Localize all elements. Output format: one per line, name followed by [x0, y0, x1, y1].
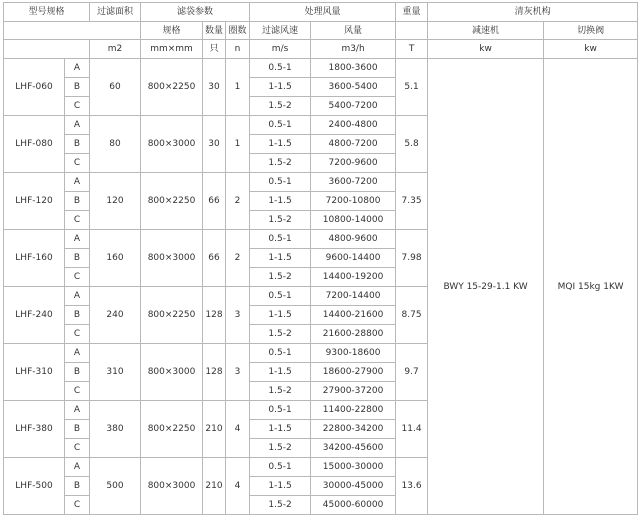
- air-flow: 7200-9600: [311, 154, 396, 173]
- air-flow: 2400-4800: [311, 116, 396, 135]
- bag-circles: 3: [226, 344, 250, 401]
- model-variant: B: [65, 420, 90, 439]
- air-speed: 1-1.5: [250, 249, 311, 268]
- unit-weight: T: [396, 40, 428, 59]
- weight: 9.7: [396, 344, 428, 401]
- filter-area: 60: [90, 59, 141, 116]
- model-name: LHF-120: [4, 173, 65, 230]
- air-speed: 1.5-2: [250, 382, 311, 401]
- model-name: LHF-380: [4, 401, 65, 458]
- bag-qty: 210: [203, 458, 226, 515]
- bag-circles: 3: [226, 287, 250, 344]
- air-flow: 4800-9600: [311, 230, 396, 249]
- header-row-units: [4, 40, 638, 59]
- weight: 5.8: [396, 116, 428, 173]
- filter-area: 240: [90, 287, 141, 344]
- valve-value: MQI 15kg 1KW: [544, 59, 638, 515]
- bag-qty: 66: [203, 230, 226, 287]
- header-air-speed: 过滤风速: [250, 22, 311, 40]
- air-speed: 0.5-1: [250, 287, 311, 306]
- filter-area: 160: [90, 230, 141, 287]
- air-flow: 3600-7200: [311, 173, 396, 192]
- air-speed: 1.5-2: [250, 268, 311, 287]
- bag-qty: 66: [203, 173, 226, 230]
- filter-area: 80: [90, 116, 141, 173]
- header-bag-circles: 圈数: [226, 22, 250, 40]
- header-bag-qty: 数量: [203, 22, 226, 40]
- weight: 13.6: [396, 458, 428, 515]
- air-speed: 1.5-2: [250, 439, 311, 458]
- bag-qty: 30: [203, 59, 226, 116]
- air-speed: 1-1.5: [250, 420, 311, 439]
- model-variant: C: [65, 268, 90, 287]
- bag-spec: 800×3000: [141, 458, 203, 515]
- air-speed: 0.5-1: [250, 173, 311, 192]
- header-air-flow: 风量: [311, 22, 396, 40]
- air-speed: 1-1.5: [250, 78, 311, 97]
- air-speed: 0.5-1: [250, 344, 311, 363]
- bag-spec: 800×3000: [141, 116, 203, 173]
- air-speed: 1-1.5: [250, 363, 311, 382]
- unit-bag-circles: n: [226, 40, 250, 59]
- air-speed: 1-1.5: [250, 192, 311, 211]
- air-flow: 9300-18600: [311, 344, 396, 363]
- header-weight-blank: [396, 22, 428, 40]
- air-flow: 18600-27900: [311, 363, 396, 382]
- model-variant: C: [65, 382, 90, 401]
- model-name: LHF-500: [4, 458, 65, 515]
- model-variant: B: [65, 477, 90, 496]
- air-speed: 1.5-2: [250, 496, 311, 515]
- header-cleaning: 清灰机构: [428, 3, 638, 22]
- header-area: 过滤面积: [90, 3, 141, 22]
- header-weight: 重量: [396, 3, 428, 22]
- weight: 8.75: [396, 287, 428, 344]
- air-flow: 21600-28800: [311, 325, 396, 344]
- air-flow: 9600-14400: [311, 249, 396, 268]
- filter-area: 120: [90, 173, 141, 230]
- air-flow: 7200-14400: [311, 287, 396, 306]
- model-variant: A: [65, 116, 90, 135]
- model-variant: A: [65, 230, 90, 249]
- air-speed: 1.5-2: [250, 97, 311, 116]
- weight: 7.98: [396, 230, 428, 287]
- air-speed: 1.5-2: [250, 211, 311, 230]
- air-flow: 15000-30000: [311, 458, 396, 477]
- bag-circles: 1: [226, 59, 250, 116]
- air-flow: 1800-3600: [311, 59, 396, 78]
- bag-qty: 30: [203, 116, 226, 173]
- bag-qty: 128: [203, 287, 226, 344]
- model-variant: C: [65, 97, 90, 116]
- weight: 11.4: [396, 401, 428, 458]
- model-variant: C: [65, 211, 90, 230]
- model-variant: C: [65, 496, 90, 515]
- header-model: 型号规格: [4, 3, 90, 22]
- model-variant: B: [65, 249, 90, 268]
- bag-circles: 2: [226, 173, 250, 230]
- table-body: [4, 3, 638, 515]
- unit-reducer: kw: [428, 40, 544, 59]
- model-variant: A: [65, 344, 90, 363]
- air-flow: 5400-7200: [311, 97, 396, 116]
- unit-air-flow: m3/h: [311, 40, 396, 59]
- bag-spec: 800×3000: [141, 230, 203, 287]
- bag-circles: 2: [226, 230, 250, 287]
- unit-area: m2: [90, 40, 141, 59]
- header-valve: 切换阀: [544, 22, 638, 40]
- model-variant: B: [65, 306, 90, 325]
- weight: 7.35: [396, 173, 428, 230]
- model-variant: C: [65, 325, 90, 344]
- model-variant: A: [65, 458, 90, 477]
- bag-spec: 800×3000: [141, 344, 203, 401]
- filter-area: 500: [90, 458, 141, 515]
- header-bag-spec: 规格: [141, 22, 203, 40]
- header-row-subcolumns: [4, 22, 638, 40]
- air-speed: 0.5-1: [250, 401, 311, 420]
- header-air-volume: 处理风量: [250, 3, 396, 22]
- model-name: LHF-160: [4, 230, 65, 287]
- air-flow: 45000-60000: [311, 496, 396, 515]
- model-variant: B: [65, 78, 90, 97]
- model-name: LHF-080: [4, 116, 65, 173]
- air-flow: 7200-10800: [311, 192, 396, 211]
- model-variant: A: [65, 287, 90, 306]
- bag-spec: 800×2250: [141, 287, 203, 344]
- air-speed: 0.5-1: [250, 116, 311, 135]
- air-flow: 14400-21600: [311, 306, 396, 325]
- air-speed: 1-1.5: [250, 306, 311, 325]
- reducer-value: BWY 15-29-1.1 KW: [428, 59, 544, 515]
- unit-bag-spec: mm×mm: [141, 40, 203, 59]
- model-variant: A: [65, 173, 90, 192]
- model-variant: A: [65, 401, 90, 420]
- unit-model-blank: [4, 40, 90, 59]
- air-flow: 10800-14000: [311, 211, 396, 230]
- bag-circles: 4: [226, 401, 250, 458]
- filter-area: 380: [90, 401, 141, 458]
- model-variant: A: [65, 59, 90, 78]
- bag-qty: 210: [203, 401, 226, 458]
- air-flow: 4800-7200: [311, 135, 396, 154]
- unit-air-speed: m/s: [250, 40, 311, 59]
- air-speed: 1.5-2: [250, 154, 311, 173]
- weight: 5.1: [396, 59, 428, 116]
- air-speed: 1-1.5: [250, 135, 311, 154]
- model-name: LHF-310: [4, 344, 65, 401]
- air-speed: 1-1.5: [250, 477, 311, 496]
- model-variant: C: [65, 439, 90, 458]
- spec-table: [3, 2, 638, 515]
- model-name: LHF-060: [4, 59, 65, 116]
- air-flow: 11400-22800: [311, 401, 396, 420]
- bag-circles: 1: [226, 116, 250, 173]
- table-row: [4, 59, 638, 78]
- air-speed: 0.5-1: [250, 458, 311, 477]
- air-flow: 3600-5400: [311, 78, 396, 97]
- bag-spec: 800×2250: [141, 173, 203, 230]
- air-flow: 27900-37200: [311, 382, 396, 401]
- air-speed: 0.5-1: [250, 230, 311, 249]
- model-name: LHF-240: [4, 287, 65, 344]
- air-flow: 34200-45600: [311, 439, 396, 458]
- unit-valve: kw: [544, 40, 638, 59]
- filter-area: 310: [90, 344, 141, 401]
- air-speed: 1.5-2: [250, 325, 311, 344]
- bag-qty: 128: [203, 344, 226, 401]
- header-empty-cell: [4, 22, 141, 40]
- air-flow: 14400-19200: [311, 268, 396, 287]
- air-speed: 0.5-1: [250, 59, 311, 78]
- model-variant: B: [65, 135, 90, 154]
- bag-spec: 800×2250: [141, 401, 203, 458]
- bag-spec: 800×2250: [141, 59, 203, 116]
- model-variant: C: [65, 154, 90, 173]
- model-variant: B: [65, 363, 90, 382]
- air-flow: 30000-45000: [311, 477, 396, 496]
- header-reducer: 减速机: [428, 22, 544, 40]
- bag-circles: 4: [226, 458, 250, 515]
- model-variant: B: [65, 192, 90, 211]
- header-row-groups: [4, 3, 638, 22]
- air-flow: 22800-34200: [311, 420, 396, 439]
- header-bag-params: 滤袋参数: [141, 3, 250, 22]
- unit-bag-qty: 只: [203, 40, 226, 59]
